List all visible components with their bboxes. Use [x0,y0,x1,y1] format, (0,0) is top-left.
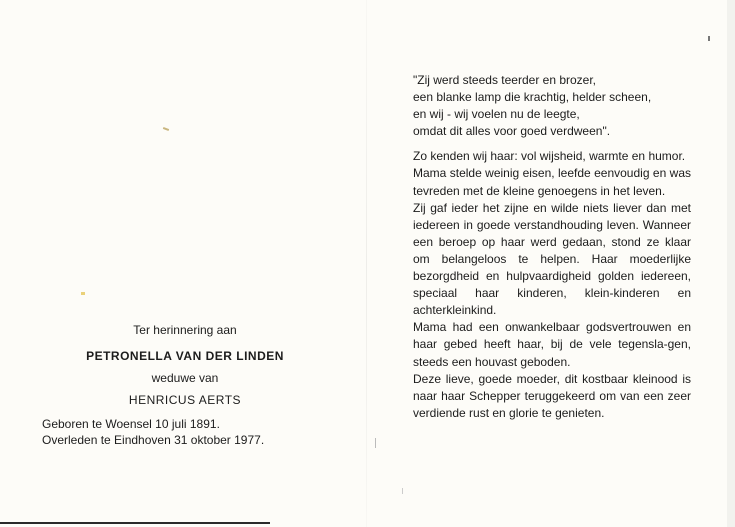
right-panel [413,72,691,422]
paper-speck [163,127,169,131]
death-line: Overleden te Eindhoven 31 oktober 1977. [42,433,265,447]
birth-line: Geboren te Woensel 10 juli 1891. [42,417,220,431]
poem-line: "Zij werd steeds teerder en brozer, [413,73,597,87]
paragraph: Zo kenden wij haar: vol wijsheid, warmte en humor. [413,149,686,164]
paper-speck [81,292,85,295]
intro-line: Ter herinnering aan [133,323,237,337]
paper-speck [402,488,403,494]
widow-of-line: weduwe van [151,371,219,385]
poem-line: en wij - wij voelen nu de leegte, [413,107,580,122]
bottom-edge-line [0,522,270,524]
paragraph: Mama had een onwankelbaar godsvertrouwen en haar gebed heeft haar, bij de vele tegensla-gen, steeds een houvast geboden. [413,320,691,369]
paragraph: Zij gaf ieder het zijne en wilde niets liever dan met iedereen in goede verstandhouding leven. Wanneer een beroep op haar werd gedaan, stond ze klaar om belangeloos te helpen. Haar moederlijke bezorgdheid en hulpvaardigheid golden iedereen, speciaal haar kinderen, klein-kinderen en achterkleinkind. [413,200,691,318]
paper-speck [708,36,710,41]
center-fold [366,0,367,527]
deceased-name: PETRONELLA VAN DER LINDEN [86,349,284,363]
husband-name: HENRICUS AERTS [128,393,242,407]
poem [413,72,691,140]
paper-speck [375,438,376,448]
paragraph: Deze lieve, goede moeder, dit kostbaar kleinood is naar haar Schepper teruggekeerd om van een zeer verdiende rust en glorie te genieten. [413,371,691,420]
card-edge [727,0,735,527]
poem-line: omdat dit alles voor goed verdween". [413,124,611,139]
paragraph: Mama stelde weinig eisen, leefde eenvoudig en was tevreden met de kleine genoegens in het leven. [413,166,691,198]
poem-line: een blanke lamp die krachtig, helder scheen, [413,90,652,105]
